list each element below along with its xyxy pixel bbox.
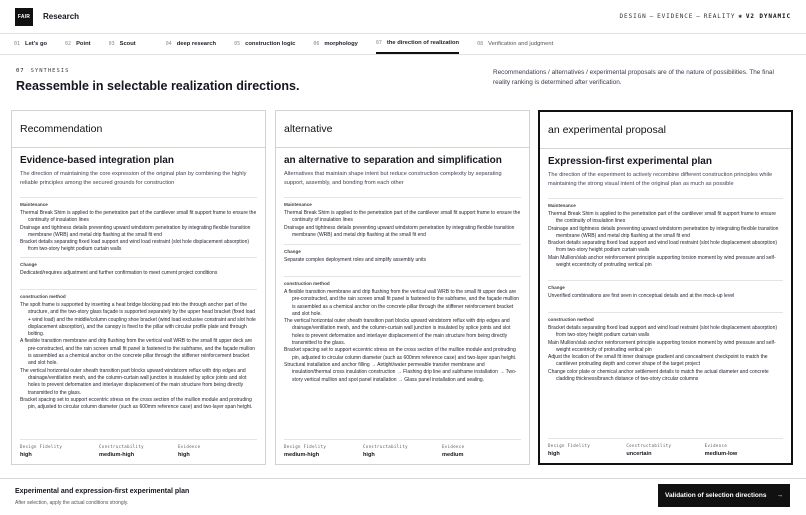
nav-number: 08 [477,41,484,47]
card-lead: The direction of the experiment to actively recombine different construction principles while maintaining the strong visual intent of the original plan as much as possible [548,172,773,187]
list-item: Drainage and tightness details preventing upward windstorm penetration by integrating flexible transition membrane (WRB) and metal drip flashing at the small fit end [284,224,515,238]
block-label: Change [284,249,301,254]
option-card-recommendation[interactable] [11,110,266,465]
list-item: The spolt frame is supported by inserting a heat bridge blocking pad into the through anchor part of the structure, and the two-story glass façade is supported separately by the upper head bracket (fixed load + wind load) and the middle/column coupling shoe bracket (wind load exclusive constraint and slot hole displacement absorption), and the canopy is fixed to the pillar with circular profile plate and through bolting. [20,302,256,338]
list-item: Drainage and tightness details preventing upward windstorm penetration by integrating flexible transition membrane (WRB) and metal drip flashing at the small fit end [20,224,251,238]
tag-evidence: EVIDENCE [657,13,694,20]
list-item: Structural installation and anchor filling → Airtight/water permeable transfer membrane and insulation/thermal cross insulation construction → Flashing drip line and subframe installation → Two-story vertical mullion and spot panel installation → Glass panel installation and sealing. [284,361,517,383]
brand-name[interactable]: Research [43,12,80,21]
block-label: construction method [284,281,330,286]
tag-design: DESIGN [619,13,647,20]
metric-label: Constructability [99,444,144,449]
nav-label: the direction of realization [386,40,460,46]
metric-value: uncertain [626,451,652,457]
metric-value: high [178,452,190,458]
card-plan-title: an alternative to separation and simplification [284,155,502,166]
metric-value: high [20,452,32,458]
maintenance-block [20,197,257,257]
list-item: Main Mullion/slab anchor reinforcement principle supporting torsion moment by wind pressure and self-weight eccentricity of protruding vertical pin [548,254,776,269]
card-plan-title: Expression-first experimental plan [548,156,712,167]
nav-number: 01 [14,41,21,47]
metric-label: Constructability [363,444,408,449]
block-label: Change [20,262,37,267]
list-item: A flexible transition membrane and drip flushing from the vertical wall WRB to the small fit upper deck are pre-constructed, and the rain screen small fit panel is fastened to the subframe, and the façade mullion is assembled as a chemical anchor on the concrete pillar through the stiffener reinforcement bracket and slot hole. [20,338,256,367]
list-item: Thermal Break Shim is applied to the penetration part of the cantilever small fit support frame to ensure the continuity of insulation lines [548,211,776,225]
metric-value: medium-low [704,451,738,457]
list-item: Change color plate or chemical anchor settlement details to match the actual diameter and concrete cladding thickness/branch distance of two-story circular columns [548,368,769,383]
change-block [284,244,521,276]
metric-value: medium-high [284,452,320,458]
card-plan-title: Evidence-based integration plan [20,155,174,166]
nav-item-direction-of-realization[interactable] [376,34,459,54]
block-label: construction method [548,317,594,322]
nav-number: 03 [108,41,115,47]
list-item: Bracket details separating fixed load support and wind load restraint (slot hole displacement absorption) from two-story height podium curtain walls [548,325,778,339]
list-item: Bracket spacing set to support eccentric stress on the cross section of the mullion module and protruding pin, adjusted to circular column diameter (such as 600mm reference case) and two-layer span height. [284,347,517,361]
top-bar [0,0,806,33]
card-lead: Alternatives that maintain shape intent but reduce construction complexity by separating support, assembly, and bonding from each other [284,171,502,186]
nav-item-point[interactable] [65,34,91,54]
nav-label: Verification and judgment [488,41,554,47]
tag-sep: — [649,13,655,20]
arrow-right-icon: → [776,492,783,499]
nav-item-scout[interactable] [109,34,136,54]
metric-label: Design Fidelity [20,444,63,449]
list-item: Main Mullion/slab anchor reinforcement principle supporting torsion moment by wind pressure and self-weight eccentricity of protruding vertical pin [548,339,776,353]
list-item: Thermal Break Shim is applied to the penetration part of the cantilever small fit support frame to ensure the continuity of insulation lines [284,210,521,224]
list-item: The vertical horizontal outer sheath transition part blocks upward windstorm reflux with drip edges and drainage/ventilation mesh, and the column-curtain wall junction is insulated by splice joints and slot holes to prevent deformation and interlayer displacement of the main structure from being directly transmitted to the glass. [20,367,247,396]
metric-label: Evidence [442,444,465,449]
section-name: SYNTHESIS [30,68,70,74]
nav-label: Scout [119,41,136,47]
metric-label: Design Fidelity [548,443,591,448]
metric-label: Evidence [178,444,201,449]
card-lead: The direction of maintaining the core expression of the original plan by combining the highly reliable principles among the secured grounds for construction [20,171,247,186]
change-block [20,257,257,289]
block-label: Maintenance [20,202,48,207]
metric-label: Design Fidelity [284,444,327,449]
step-nav [0,33,806,55]
nav-number: 07 [375,40,382,46]
page-title: Reassemble in selectable realization directions. [16,79,300,93]
header-tags [620,13,791,20]
fidelity-strip [548,438,783,457]
block-label: Change [548,285,565,290]
list-item: A flexible transition membrane and drip flushing from the vertical wall WRB to the small fit upper deck are pre-constructed, and the rain screen small fit panel is fastened to the subframe, and the façade mullion is assembled as a chemical anchor on the concrete pillar through the stiffener reinforcement bracket and slot hole. [284,289,520,317]
option-card-alternative[interactable] [275,110,530,465]
list-item: Bracket spacing set to support eccentric stress on the cross section of the mullion module and protruding pin, adjusted to circular column diameter (such as 600mm reference case) and two-layer span height. [20,396,253,411]
method-block [20,289,257,411]
tag-reality: REALITY [703,13,736,20]
metric-value: high [548,451,560,457]
method-block [548,312,783,383]
section-intro: Recommendations / alternatives / experimental proposals are of the nature of possibilities. The final reality ranking is determined after verification. [493,69,774,86]
list-item: Dedicated/requires adjustment and further confirmation to meet current project conditions [20,270,218,276]
section-kicker [16,68,69,74]
metric-value: medium [442,452,464,458]
nav-item-morphology[interactable] [313,34,358,54]
nav-label: Point [76,41,91,47]
nav-number: 06 [313,41,320,47]
nav-label: morphology [324,41,358,47]
metric-label: Constructability [626,443,672,448]
button-label: Validation of selection directions [665,492,767,499]
list-item: Thermal Break Shim is applied to the penetration part of the cantilever small fit support frame to ensure the continuity of insulation lines [20,210,257,224]
fair-logo[interactable]: FAIR [15,8,33,26]
block-label: construction method [20,294,66,299]
block-label: Maintenance [284,202,312,207]
maintenance-block [284,197,521,244]
nav-label: construction logic [245,41,296,47]
validate-selection-button[interactable] [658,484,790,507]
list-item: Bracket details separating fixed load support and wind load restraint (slot hole displacement absorption) from two-story height podium curtain walls [20,239,250,253]
asterisk-icon: ✱ [738,13,743,20]
card-tag: Recommendation [12,111,265,148]
nav-label: deep research [176,41,217,47]
tag-sep: — [696,13,701,20]
list-item: Unverified combinations are first seen in conceptual details and at the mock-up level [548,293,735,299]
nav-item-verification[interactable] [477,34,553,54]
selected-plan-note: After selection, apply the actual conditions strongly. [15,500,129,506]
nav-number: 02 [65,41,72,47]
nav-number: 04 [165,41,172,47]
nav-number: 05 [234,41,241,47]
nav-item-deep-research[interactable] [166,34,216,54]
list-item: The vertical horizontal outer sheath transition part blocks upward windstorm reflux with drip edges and drainage/ventilation mesh, and the column-curtain wall junction is insulated by splice joints and slot holes to prevent deformation and interlayer displacement of the main structure from being directly transmitted to the glass. [284,318,511,347]
nav-label: Let's go [25,41,48,47]
list-item: Bracket details separating fixed load support and wind load restraint (slot hole displacement absorption) from two-story height podium curtain walls [548,240,778,254]
nav-item-lets-go[interactable] [14,34,47,54]
list-item: Separate complex deployment roles and simplify assembly units [284,257,427,263]
section-number: 07 [16,68,25,74]
metric-value: high [363,452,375,458]
nav-item-construction-logic[interactable] [234,34,295,54]
change-block [548,280,783,312]
list-item: Adjust the location of the small fit inner drainage gradient and concealment checkpoint to match the cantilever protruding depth and corner shape of the target project [548,354,768,368]
method-block [284,276,521,384]
selected-plan-title: Experimental and expression-first experimental plan [15,488,190,495]
block-label: Maintenance [548,203,576,208]
fidelity-strip [284,439,521,458]
metric-label: Evidence [704,443,728,448]
card-tag: alternative [276,111,529,148]
maintenance-block [548,198,783,280]
version-tag: V2 DYNAMIC [745,13,791,20]
option-card-experimental[interactable] [538,110,793,465]
fidelity-strip [20,439,257,458]
metric-value: medium-high [99,452,135,458]
list-item: Drainage and tightness details preventing upward windstorm penetration by integrating flexible transition membrane (WRB) and metal drip flashing at the small fit end [548,225,779,239]
card-tag: an experimental proposal [540,112,791,149]
